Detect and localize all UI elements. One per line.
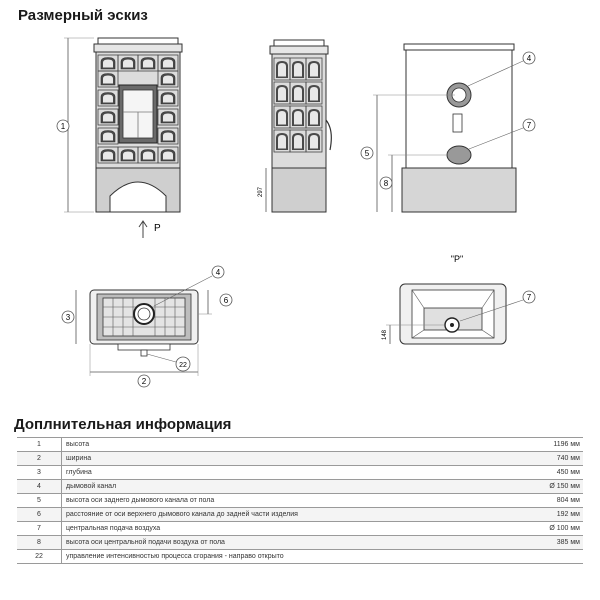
row-number: 1 — [17, 438, 62, 452]
callout-1: 1 — [60, 122, 66, 131]
sketch-title: Размерный эскиз — [18, 7, 148, 24]
callout-5: 5 — [364, 149, 370, 158]
row-description: ширина — [62, 452, 497, 466]
dim-297: 297 — [258, 186, 264, 198]
row-number: 8 — [17, 536, 62, 550]
row-value: 804 мм — [496, 494, 583, 508]
row-description: расстояние от оси верхнего дымового канала до задней части изделия — [62, 508, 497, 522]
row-description: глубина — [62, 466, 497, 480]
row-value: 1196 мм — [496, 438, 583, 452]
top-view — [62, 266, 232, 387]
callout-7-view-p: 7 — [526, 293, 532, 302]
row-value: 450 мм — [496, 466, 583, 480]
info-table — [17, 437, 583, 564]
row-number: 22 — [17, 550, 62, 564]
row-number: 7 — [17, 522, 62, 536]
row-value: Ø 150 мм — [496, 480, 583, 494]
front-view — [57, 38, 182, 238]
table-row — [17, 452, 583, 466]
table-row — [17, 494, 583, 508]
view-p — [382, 254, 535, 344]
table-row — [17, 508, 583, 522]
dim-148: 148 — [382, 329, 388, 341]
row-number: 6 — [17, 508, 62, 522]
row-description: дымовой канал — [62, 480, 497, 494]
row-description: центральная подача воздуха — [62, 522, 497, 536]
side-view — [258, 40, 331, 212]
view-arrow-label: P — [154, 223, 161, 234]
info-title: Доплнительная информация — [14, 416, 232, 433]
row-value: 740 мм — [496, 452, 583, 466]
table-row — [17, 536, 583, 550]
row-value — [496, 550, 583, 564]
callout-4-back: 4 — [526, 54, 532, 63]
table-row — [17, 438, 583, 452]
row-description: высота — [62, 438, 497, 452]
row-description: управление интенсивностью процесса сгорания - направо открыто — [62, 550, 497, 564]
row-description: высота оси центральной подачи воздуха от пола — [62, 536, 497, 550]
back-view — [361, 44, 535, 212]
table-row — [17, 550, 583, 564]
row-number: 3 — [17, 466, 62, 480]
callout-6: 6 — [223, 296, 229, 305]
callout-2: 2 — [141, 377, 147, 386]
row-number: 5 — [17, 494, 62, 508]
row-value: 385 мм — [496, 536, 583, 550]
view-p-label: "P" — [450, 254, 464, 264]
callout-22: 22 — [179, 362, 187, 369]
table-row — [17, 466, 583, 480]
row-description: высота оси заднего дымового канала от пола — [62, 494, 497, 508]
row-value: Ø 100 мм — [496, 522, 583, 536]
callout-4-top: 4 — [215, 268, 221, 277]
table-row — [17, 522, 583, 536]
row-number: 4 — [17, 480, 62, 494]
callout-8: 8 — [383, 179, 389, 188]
table-row — [17, 480, 583, 494]
row-number: 2 — [17, 452, 62, 466]
callout-3: 3 — [65, 313, 71, 322]
callout-7-back: 7 — [526, 121, 532, 130]
row-value: 192 мм — [496, 508, 583, 522]
